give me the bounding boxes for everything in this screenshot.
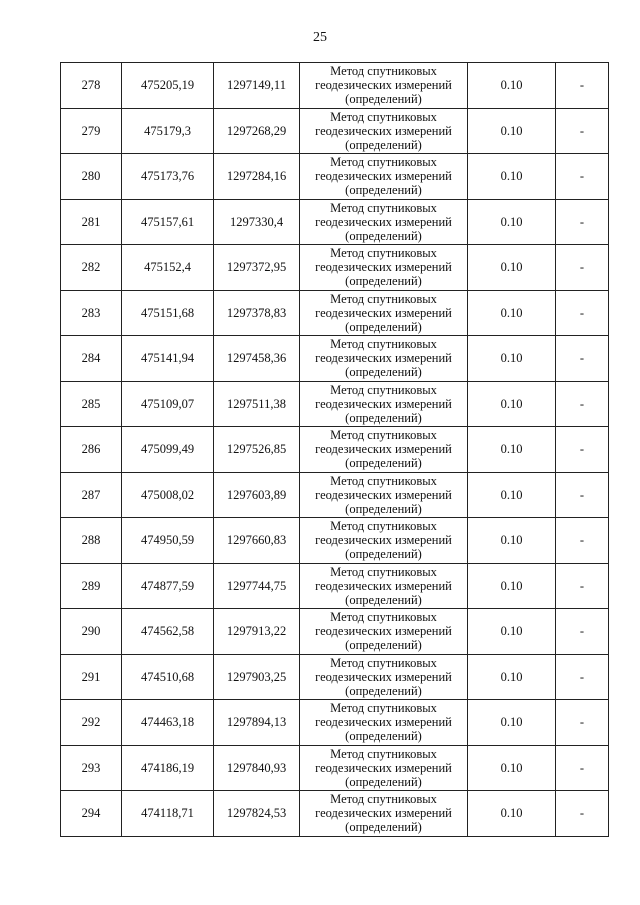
coordinates-table-body (61, 63, 609, 837)
table-row (61, 63, 609, 109)
method-line-1: Метод спутниковых (330, 428, 437, 443)
y-coordinate-cell: 1297894,13 (214, 700, 300, 746)
method-line-2: геодезических измерений (315, 214, 452, 229)
method-line-1: Метод спутниковых (330, 155, 437, 170)
method-cell (300, 609, 468, 655)
point-number-cell: 280 (61, 154, 122, 200)
note-cell: - (556, 154, 609, 200)
method-line-3: (определений) (345, 774, 422, 789)
method-line-1: Метод спутниковых (330, 792, 437, 807)
method-cell (300, 427, 468, 473)
table-row (61, 381, 609, 427)
method-line-1: Метод спутниковых (330, 382, 437, 397)
method-line-1: Метод спутниковых (330, 64, 437, 79)
y-coordinate-cell: 1297903,25 (214, 654, 300, 700)
x-coordinate-cell: 475151,68 (122, 290, 214, 336)
x-coordinate-cell: 474562,58 (122, 609, 214, 655)
y-coordinate-cell: 1297840,93 (214, 745, 300, 791)
note-cell: - (556, 518, 609, 564)
point-number-cell: 283 (61, 290, 122, 336)
point-number-cell: 289 (61, 563, 122, 609)
table-row (61, 290, 609, 336)
method-cell (300, 745, 468, 791)
method-line-1: Метод спутниковых (330, 564, 437, 579)
x-coordinate-cell: 474463,18 (122, 700, 214, 746)
method-line-1: Метод спутниковых (330, 519, 437, 534)
method-line-3: (определений) (345, 456, 422, 471)
point-number-cell: 290 (61, 609, 122, 655)
y-coordinate-cell: 1297603,89 (214, 472, 300, 518)
table-row (61, 199, 609, 245)
page-number: 25 (313, 30, 327, 45)
method-line-3: (определений) (345, 274, 422, 289)
method-cell (300, 518, 468, 564)
table-row (61, 791, 609, 837)
method-line-3: (определений) (345, 820, 422, 835)
x-coordinate-cell: 474118,71 (122, 791, 214, 837)
precision-cell: 0.10 (468, 472, 556, 518)
x-coordinate-cell: 474950,59 (122, 518, 214, 564)
method-line-2: геодезических измерений (315, 487, 452, 502)
precision-cell: 0.10 (468, 791, 556, 837)
method-cell (300, 154, 468, 200)
method-line-2: геодезических измерений (315, 305, 452, 320)
precision-cell: 0.10 (468, 63, 556, 109)
method-cell (300, 290, 468, 336)
table-row (61, 700, 609, 746)
method-cell (300, 245, 468, 291)
method-line-2: геодезических измерений (315, 260, 452, 275)
y-coordinate-cell: 1297268,29 (214, 108, 300, 154)
method-line-1: Метод спутниковых (330, 655, 437, 670)
x-coordinate-cell: 475179,3 (122, 108, 214, 154)
point-number-cell: 279 (61, 108, 122, 154)
table-row (61, 609, 609, 655)
precision-cell: 0.10 (468, 154, 556, 200)
method-line-1: Метод спутниковых (330, 337, 437, 352)
x-coordinate-cell: 475157,61 (122, 199, 214, 245)
note-cell: - (556, 700, 609, 746)
table-row (61, 245, 609, 291)
y-coordinate-cell: 1297511,38 (214, 381, 300, 427)
method-line-2: геодезических измерений (315, 123, 452, 138)
x-coordinate-cell: 474877,59 (122, 563, 214, 609)
method-line-2: геодезических измерений (315, 806, 452, 821)
method-line-3: (определений) (345, 547, 422, 562)
y-coordinate-cell: 1297284,16 (214, 154, 300, 200)
y-coordinate-cell: 1297372,95 (214, 245, 300, 291)
precision-cell: 0.10 (468, 199, 556, 245)
x-coordinate-cell: 475173,76 (122, 154, 214, 200)
point-number-cell: 288 (61, 518, 122, 564)
method-line-1: Метод спутниковых (330, 200, 437, 215)
note-cell: - (556, 108, 609, 154)
precision-cell: 0.10 (468, 563, 556, 609)
precision-cell: 0.10 (468, 336, 556, 382)
method-cell (300, 381, 468, 427)
method-line-3: (определений) (345, 183, 422, 198)
point-number-cell: 286 (61, 427, 122, 473)
table-row (61, 108, 609, 154)
method-cell (300, 472, 468, 518)
method-line-3: (определений) (345, 228, 422, 243)
method-cell (300, 791, 468, 837)
y-coordinate-cell: 1297660,83 (214, 518, 300, 564)
precision-cell: 0.10 (468, 654, 556, 700)
x-coordinate-cell: 474186,19 (122, 745, 214, 791)
table-row (61, 518, 609, 564)
method-line-3: (определений) (345, 319, 422, 334)
precision-cell: 0.10 (468, 609, 556, 655)
note-cell: - (556, 381, 609, 427)
method-line-3: (определений) (345, 729, 422, 744)
method-line-2: геодезических измерений (315, 169, 452, 184)
note-cell: - (556, 609, 609, 655)
note-cell: - (556, 245, 609, 291)
note-cell: - (556, 745, 609, 791)
method-line-1: Метод спутниковых (330, 291, 437, 306)
method-line-1: Метод спутниковых (330, 109, 437, 124)
note-cell: - (556, 336, 609, 382)
y-coordinate-cell: 1297744,75 (214, 563, 300, 609)
method-cell (300, 654, 468, 700)
x-coordinate-cell: 475152,4 (122, 245, 214, 291)
method-line-1: Метод спутниковых (330, 746, 437, 761)
note-cell: - (556, 63, 609, 109)
method-line-3: (определений) (345, 501, 422, 516)
x-coordinate-cell: 475205,19 (122, 63, 214, 109)
x-coordinate-cell: 474510,68 (122, 654, 214, 700)
table-row (61, 154, 609, 200)
coordinates-table (60, 62, 609, 837)
method-line-2: геодезических измерений (315, 669, 452, 684)
point-number-cell: 294 (61, 791, 122, 837)
method-cell (300, 336, 468, 382)
method-line-3: (определений) (345, 638, 422, 653)
table-row (61, 336, 609, 382)
precision-cell: 0.10 (468, 381, 556, 427)
method-line-3: (определений) (345, 365, 422, 380)
point-number-cell: 287 (61, 472, 122, 518)
precision-cell: 0.10 (468, 427, 556, 473)
method-line-3: (определений) (345, 92, 422, 107)
point-number-cell: 284 (61, 336, 122, 382)
method-line-3: (определений) (345, 683, 422, 698)
y-coordinate-cell: 1297330,4 (214, 199, 300, 245)
x-coordinate-cell: 475109,07 (122, 381, 214, 427)
table-row (61, 563, 609, 609)
method-cell (300, 63, 468, 109)
point-number-cell: 281 (61, 199, 122, 245)
y-coordinate-cell: 1297526,85 (214, 427, 300, 473)
note-cell: - (556, 290, 609, 336)
method-line-2: геодезических измерений (315, 351, 452, 366)
y-coordinate-cell: 1297824,53 (214, 791, 300, 837)
x-coordinate-cell: 475099,49 (122, 427, 214, 473)
note-cell: - (556, 563, 609, 609)
method-cell (300, 700, 468, 746)
table-row (61, 654, 609, 700)
y-coordinate-cell: 1297458,36 (214, 336, 300, 382)
point-number-cell: 293 (61, 745, 122, 791)
method-line-1: Метод спутниковых (330, 701, 437, 716)
method-line-3: (определений) (345, 137, 422, 152)
method-line-2: геодезических измерений (315, 78, 452, 93)
method-line-2: геодезических измерений (315, 533, 452, 548)
x-coordinate-cell: 475008,02 (122, 472, 214, 518)
precision-cell: 0.10 (468, 108, 556, 154)
method-line-1: Метод спутниковых (330, 246, 437, 261)
note-cell: - (556, 199, 609, 245)
method-line-1: Метод спутниковых (330, 610, 437, 625)
precision-cell: 0.10 (468, 745, 556, 791)
method-line-2: геодезических измерений (315, 396, 452, 411)
y-coordinate-cell: 1297913,22 (214, 609, 300, 655)
y-coordinate-cell: 1297149,11 (214, 63, 300, 109)
method-line-2: геодезических измерений (315, 442, 452, 457)
precision-cell: 0.10 (468, 518, 556, 564)
table-row (61, 427, 609, 473)
method-line-2: геодезических измерений (315, 578, 452, 593)
precision-cell: 0.10 (468, 290, 556, 336)
note-cell: - (556, 654, 609, 700)
method-line-2: геодезических измерений (315, 760, 452, 775)
method-line-3: (определений) (345, 592, 422, 607)
method-line-2: геодезических измерений (315, 715, 452, 730)
precision-cell: 0.10 (468, 245, 556, 291)
method-cell (300, 108, 468, 154)
note-cell: - (556, 791, 609, 837)
precision-cell: 0.10 (468, 700, 556, 746)
y-coordinate-cell: 1297378,83 (214, 290, 300, 336)
method-line-3: (определений) (345, 410, 422, 425)
table-row (61, 472, 609, 518)
point-number-cell: 291 (61, 654, 122, 700)
note-cell: - (556, 427, 609, 473)
method-line-1: Метод спутниковых (330, 473, 437, 488)
note-cell: - (556, 472, 609, 518)
method-cell (300, 563, 468, 609)
method-line-2: геодезических измерений (315, 624, 452, 639)
x-coordinate-cell: 475141,94 (122, 336, 214, 382)
table-row (61, 745, 609, 791)
point-number-cell: 285 (61, 381, 122, 427)
point-number-cell: 278 (61, 63, 122, 109)
point-number-cell: 292 (61, 700, 122, 746)
point-number-cell: 282 (61, 245, 122, 291)
method-cell (300, 199, 468, 245)
